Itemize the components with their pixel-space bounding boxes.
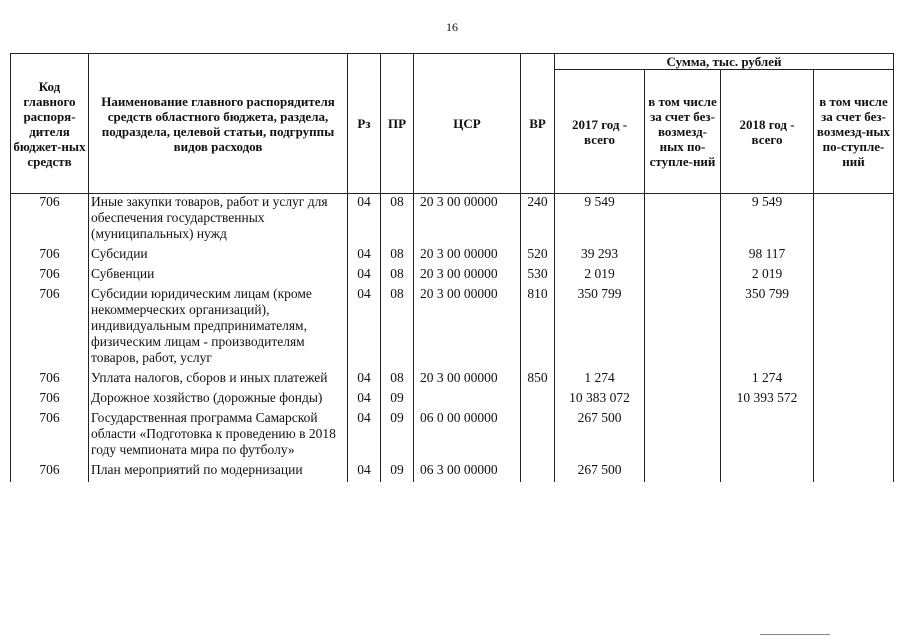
cell-code: 706 xyxy=(11,266,89,286)
cell-pr: 09 xyxy=(381,410,414,462)
cell-2017-total: 350 799 xyxy=(555,286,645,370)
cell-name: Уплата налогов, сборов и иных платежей xyxy=(89,370,348,390)
header-rz: Рз xyxy=(348,54,381,194)
cell-csr: 20 3 00 00000 xyxy=(414,370,521,390)
cell-name: Дорожное хозяйство (дорожные фонды) xyxy=(89,390,348,410)
header-vr: ВР xyxy=(521,54,555,194)
cell-csr: 20 3 00 00000 xyxy=(414,286,521,370)
header-2018-free: в том числе за счет без-возмезд-ных по-ступле-ний xyxy=(814,70,894,194)
cell-pr: 08 xyxy=(381,370,414,390)
header-csr: ЦСР xyxy=(414,54,521,194)
cell-2018-total: 2 019 xyxy=(721,266,814,286)
header-2018-total: 2018 год - всего xyxy=(721,70,814,194)
header-pr: ПР xyxy=(381,54,414,194)
cell-name: Субвенции xyxy=(89,266,348,286)
table-row xyxy=(11,370,894,390)
cell-2018-total xyxy=(721,462,814,482)
table-row xyxy=(11,286,894,370)
scan-mark-divider xyxy=(760,634,830,635)
header-2017-free: в том числе за счет без-возмезд-ных по-ступле-ний xyxy=(645,70,721,194)
cell-code: 706 xyxy=(11,194,89,247)
table-row xyxy=(11,246,894,266)
table-row xyxy=(11,390,894,410)
cell-pr: 09 xyxy=(381,462,414,482)
cell-rz: 04 xyxy=(348,462,381,482)
cell-rz: 04 xyxy=(348,194,381,247)
cell-csr: 20 3 00 00000 xyxy=(414,246,521,266)
cell-2018-free xyxy=(814,246,894,266)
table-row xyxy=(11,462,894,482)
table-row xyxy=(11,266,894,286)
header-2017-total: 2017 год - всего xyxy=(555,70,645,194)
cell-name: Субсидии xyxy=(89,246,348,266)
cell-csr: 06 0 00 00000 xyxy=(414,410,521,462)
cell-2018-free xyxy=(814,410,894,462)
cell-name: Субсидии юридическим лицам (кроме некоммерческих организаций), индивидуальным предпринимателям, физическим лицам - производителям товаров, работ, услуг xyxy=(89,286,348,370)
cell-2018-free xyxy=(814,194,894,247)
cell-2017-free xyxy=(645,266,721,286)
cell-code: 706 xyxy=(11,410,89,462)
cell-name: План мероприятий по модернизации xyxy=(89,462,348,482)
cell-2018-free xyxy=(814,370,894,390)
table-body xyxy=(11,194,894,483)
cell-2017-free xyxy=(645,246,721,266)
cell-2017-free xyxy=(645,286,721,370)
cell-2017-total: 39 293 xyxy=(555,246,645,266)
cell-rz: 04 xyxy=(348,390,381,410)
cell-2018-total: 9 549 xyxy=(721,194,814,247)
cell-csr: 06 3 00 00000 xyxy=(414,462,521,482)
table-row xyxy=(11,194,894,247)
cell-2017-total: 1 274 xyxy=(555,370,645,390)
cell-code: 706 xyxy=(11,370,89,390)
cell-vr: 850 xyxy=(521,370,555,390)
cell-code: 706 xyxy=(11,246,89,266)
cell-rz: 04 xyxy=(348,246,381,266)
cell-code: 706 xyxy=(11,286,89,370)
header-sum-group: Сумма, тыс. рублей xyxy=(555,54,894,70)
cell-2017-free xyxy=(645,410,721,462)
cell-vr xyxy=(521,462,555,482)
cell-csr: 20 3 00 00000 xyxy=(414,194,521,247)
table-row xyxy=(11,410,894,462)
header-code: Код главного распоря-дителя бюджет-ных средств xyxy=(11,54,89,194)
cell-vr: 810 xyxy=(521,286,555,370)
header-name: Наименование главного распорядителя средств областного бюджета, раздела, подраздела, целевой статьи, подгруппы видов расходов xyxy=(89,54,348,194)
cell-2018-free xyxy=(814,266,894,286)
cell-code: 706 xyxy=(11,390,89,410)
cell-2017-free xyxy=(645,390,721,410)
cell-code: 706 xyxy=(11,462,89,482)
cell-csr: 20 3 00 00000 xyxy=(414,266,521,286)
cell-rz: 04 xyxy=(348,266,381,286)
cell-2018-free xyxy=(814,286,894,370)
cell-2017-total: 10 383 072 xyxy=(555,390,645,410)
table-header xyxy=(11,54,894,194)
budget-table xyxy=(10,53,894,482)
cell-2018-total: 10 393 572 xyxy=(721,390,814,410)
cell-2018-total: 98 117 xyxy=(721,246,814,266)
cell-name: Иные закупки товаров, работ и услуг для обеспечения государственных (муниципальных) нужд xyxy=(89,194,348,247)
cell-vr: 240 xyxy=(521,194,555,247)
cell-vr xyxy=(521,410,555,462)
cell-vr xyxy=(521,390,555,410)
cell-rz: 04 xyxy=(348,370,381,390)
cell-2017-free xyxy=(645,194,721,247)
cell-pr: 08 xyxy=(381,246,414,266)
cell-rz: 04 xyxy=(348,410,381,462)
cell-vr: 530 xyxy=(521,266,555,286)
cell-2018-total xyxy=(721,410,814,462)
cell-2017-total: 267 500 xyxy=(555,410,645,462)
page-number: 16 xyxy=(446,20,458,34)
cell-2017-free xyxy=(645,370,721,390)
cell-pr: 08 xyxy=(381,194,414,247)
cell-2017-total: 2 019 xyxy=(555,266,645,286)
cell-2017-total: 9 549 xyxy=(555,194,645,247)
cell-2018-free xyxy=(814,462,894,482)
cell-2018-total: 350 799 xyxy=(721,286,814,370)
cell-csr xyxy=(414,390,521,410)
cell-vr: 520 xyxy=(521,246,555,266)
cell-rz: 04 xyxy=(348,286,381,370)
cell-pr: 08 xyxy=(381,286,414,370)
cell-2017-free xyxy=(645,462,721,482)
cell-pr: 09 xyxy=(381,390,414,410)
cell-2017-total: 267 500 xyxy=(555,462,645,482)
cell-2018-free xyxy=(814,390,894,410)
cell-pr: 08 xyxy=(381,266,414,286)
cell-2018-total: 1 274 xyxy=(721,370,814,390)
cell-name: Государственная программа Самарской области «Подготовка к проведению в 2018 году чемпионата мира по футболу» xyxy=(89,410,348,462)
